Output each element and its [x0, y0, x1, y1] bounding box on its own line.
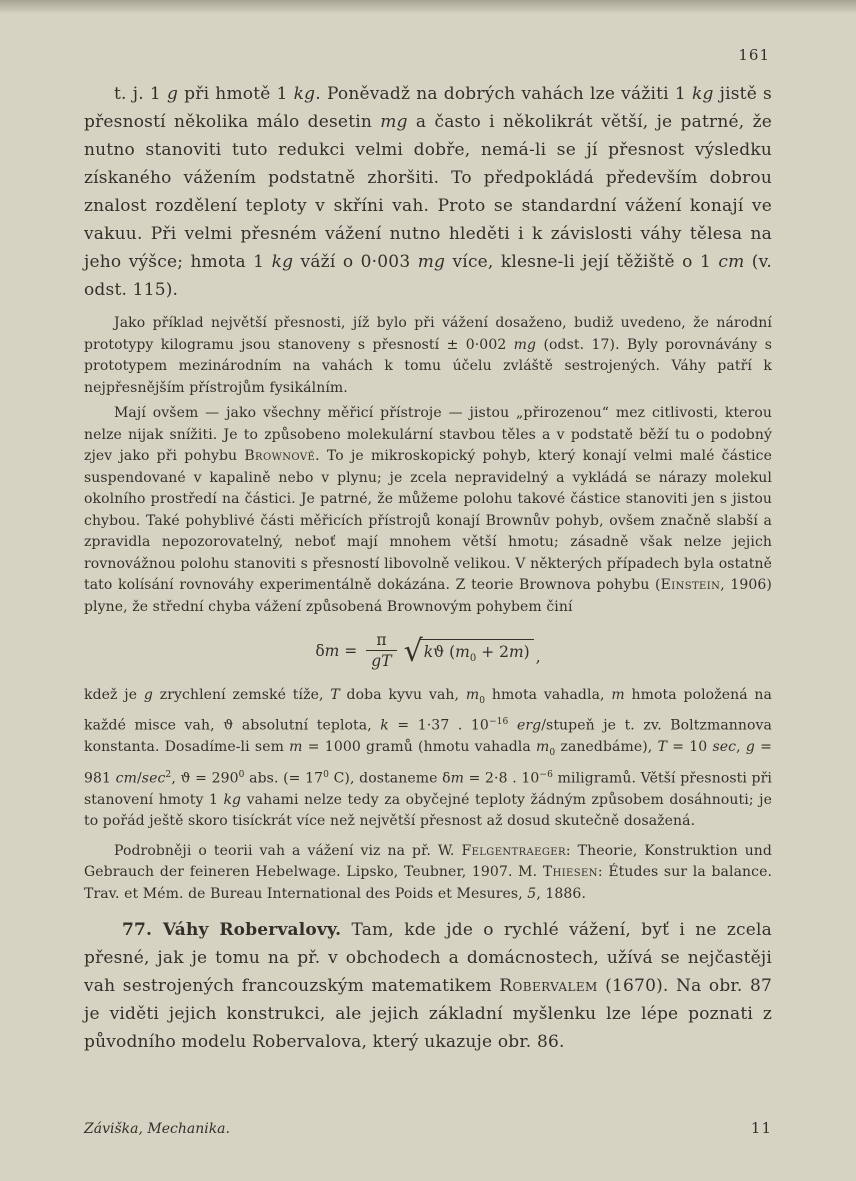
radicand: kϑ $(m_0 + 2m)$	[420, 639, 534, 664]
page-number: 161	[738, 46, 770, 64]
paragraph-brownian-motion: Mají ovšem — jako všechny měřicí přístroje — jistou „přirozenou“ mez citlivosti, kterou nelze nijak snížiti. Je to způsobeno molekulární stavbou těles a v podstatě běží tu o podobný zjev jako při pohybu Brownově. To je mikroskopický pohyb, který konají velmi malé částice suspendované v kapalině nebo v plynu; je zcela nepravidelný a vykládá se nárazy molekul okolního prostředí na částici. Je patrné, že můžeme polohu takové částice stanoviti jen s jistou chybou. Také pohyblivé části měřicích přístrojů konají Brownův pohyb, ovšem značně slabší a zpravidla nepozorovatelný, neboť mají mnohem větší hmotu; zásadně však nelze jejich rovnovážnou polohu stanoviti s přesností libovolně velikou. V některých případech byla ostatně tato kolísání rovnováhy experimentálně dokázána. Z teorie Brownova pohybu (Einstein, 1906) plyne, že střední chyba vážení způsobená Brownovým pohybem činí	[84, 405, 772, 615]
paragraph-references: Podrobněji o teorii vah a vážení viz na př. W. Felgentraeger: Theorie, Konstruktion und Gebrauch der feineren Hebelwage. Lipsko, Teubner, 1907. M. Thiesen: Études sur la balance. Trav. et Mém. de Bureau International des Poids et Mesures, 5, 1886.	[84, 842, 773, 902]
square-root	[403, 633, 541, 669]
paragraph-weighing-intro: t. j. 1 g při hmotě 1 kg. Poněvadž na dobrých vahách lze vážiti 1 kg jistě s přesností několika málo desetin mg a často i několikrát větší, je patrné, že nutno stanoviti tuto redukci velmi dobře, nemá-li se jí přesnost výsledku získaného vážením podstatně zhoršiti. To předpokládá především dobrou znalost rozdělení teploty v skříni vah. Proto se standardní vážení konají ve vakuu. Při velmi přesném vážení nutno hleděti i k závislosti váhy tělesa na jeho výšce; hmota 1 kg váží o 0·003 mg více, klesne-li její těžiště o 1 cm (v. odst. 115).	[84, 84, 773, 300]
formula-brownian-error	[84, 631, 772, 670]
page-footer	[84, 1119, 772, 1137]
paragraph-precision-note: Jako příklad největší přesnosti, jíž bylo při vážení dosaženo, budiž uvedeno, že národní prototypy kilogramu jsou stanoveny s přesností ± 0·002 mg (odst. 17). Byly porovnávány s prototypem mezinárodním na vahách k tomu účelu zvláště sestrojených. Váhy patří k nejpřesnějším přístrojům fysikálním.	[84, 315, 772, 396]
footer-book-title: Záviška, Mechanika.	[84, 1121, 230, 1137]
footer-sheet-number: 11	[750, 1119, 772, 1137]
paragraph-roberval-balance: 77. Váhy Robervalovy. Tam, kde jde o rychlé vážení, byť i ne zcela přesné, jak je tomu na př. v obchodech a domácnostech, užívá se nejčastěji vah sestrojených francouzským matematikem Robervalem (1670). Na obr. 87 je viděti jejich konstrukci, ale jejich základní myšlenku lze lépe poznati z původního modelu Robervalova, který ukazuje obr. 86.	[84, 920, 772, 1053]
paragraph-constants-example: kdež je g zrychlení zemské tíže, T doba kyvu vah, $m_0$ hmota vahadla, m hmota položená na každé misce vah, ϑ absolutní teplota, k = 1·37 . $10^{-16}$ erg/stupeň je t. zv. Boltzmannova konstanta. Dosadíme-li sem m = 1000 gramů (hmotu vahadla $m_0$ zanedbáme), T = 10 sec, g = 981 $cm/\sec^2$, $ϑ = 290^0$ abs. (= $17^0$ C), dostaneme δm = 2·8 . $10^{-6}$ miligramů. Větší přesnosti při stanovení hmoty 1 kg vahami nelze tedy za obyčejné teploty žádným způsobem dosáhnouti; je to pořád ještě skoro tisíckrát více než největší přesnost až dosud skutečně dosažená.	[84, 687, 773, 830]
fraction-numerator: π	[376, 631, 387, 649]
radical-sign: √	[403, 633, 423, 669]
fraction-denominator: gT	[366, 650, 396, 670]
formula-fraction	[366, 631, 396, 670]
page-content	[84, 0, 772, 1056]
formula-lhs: δm =	[315, 641, 358, 660]
formula-trailing-comma: ,	[535, 647, 541, 666]
